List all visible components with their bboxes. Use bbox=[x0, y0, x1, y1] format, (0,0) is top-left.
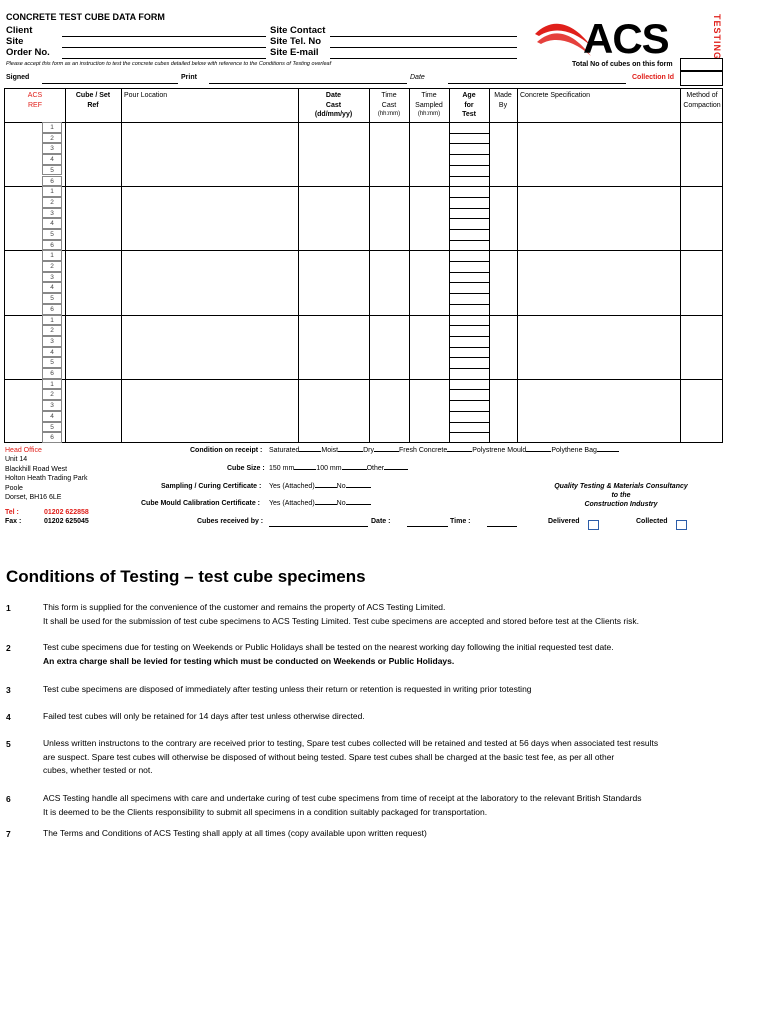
moist-blank[interactable] bbox=[338, 451, 363, 452]
received-by-field[interactable] bbox=[269, 526, 368, 527]
condition-number: 4 bbox=[6, 712, 11, 722]
condition-item-2: Test cube specimens due for testing on Weekends or Public Holidays shall be tested on the nearest working day following the initial requested test date. An extra charge shall be levied for testing which must be conducted on Weekends or Public Holidays. bbox=[43, 642, 614, 666]
condition-item-1: This form is supplied for the convenience of the customer and remains the property of ACS Testing Limited. It shall be used for the submission of test cube specimens to ACS Testing Limited. Test cube specimens are accepted and stored before test at the Clients risk. bbox=[43, 602, 639, 626]
cube-index: 4 bbox=[42, 218, 62, 229]
cube-index: 6 bbox=[42, 368, 62, 379]
polythene-bag-blank[interactable] bbox=[597, 451, 619, 452]
age-row-divider bbox=[449, 368, 489, 369]
site-contact-label: Site Contact bbox=[270, 25, 326, 36]
fax-number: 01202 625045 bbox=[44, 518, 89, 525]
site-email-label: Site E-mail bbox=[270, 47, 319, 58]
header-time-sampled: Time Sampled (hh:mm) bbox=[415, 92, 443, 117]
condition-item-5: Unless written instructons to the contrary are received prior to testing, Spare test cubes collected will be retained and tested at 56 days when associated test results are suspect. Spare test cubes will otherwise be disposed of without being tested. Spare test cubes shall be charged at the basic test fee, as per all other cubes, whether tested or not. bbox=[43, 738, 659, 775]
age-row-divider bbox=[449, 208, 489, 209]
age-row-divider bbox=[449, 389, 489, 390]
age-row-divider bbox=[449, 336, 489, 337]
cube-set-group[interactable] bbox=[5, 379, 722, 443]
cube-index: 4 bbox=[42, 347, 62, 358]
age-row-divider bbox=[449, 154, 489, 155]
signed-field[interactable] bbox=[42, 83, 178, 84]
tagline: Quality Testing & Materials Consultancy to the Construction Industry bbox=[554, 483, 688, 508]
cube-set-group[interactable] bbox=[5, 186, 722, 250]
head-office-label: Head Office bbox=[5, 447, 42, 454]
sampling-yes-blank[interactable] bbox=[315, 487, 337, 488]
tel-label: Tel : bbox=[5, 509, 19, 516]
total-cubes-label: Total No of cubes on this form bbox=[572, 61, 673, 68]
tel-number: 01202 622858 bbox=[44, 509, 89, 516]
received-time-label: Time : bbox=[450, 518, 471, 525]
age-row-divider bbox=[449, 261, 489, 262]
condition-number: 5 bbox=[6, 739, 11, 749]
cube-index: 5 bbox=[42, 229, 62, 240]
cube-data-table bbox=[4, 88, 723, 443]
age-row-divider bbox=[449, 240, 489, 241]
condition-number: 2 bbox=[6, 643, 11, 653]
saturated-blank[interactable] bbox=[299, 451, 321, 452]
polystrene-mould-blank[interactable] bbox=[526, 451, 551, 452]
condition-item-6: ACS Testing handle all specimens with care and undertake curing of test cube specimens from time of receipt at the laboratory to the relevant British Standards It is deemed to be the Clients responsibility to submit all specimens in a condition suitably packaged for transportation. bbox=[43, 793, 642, 817]
header-acs-ref: ACS REF bbox=[27, 92, 43, 109]
header-time-cast: Time Cast (hh:mm) bbox=[377, 92, 401, 117]
cube-index: 3 bbox=[42, 336, 62, 347]
age-row-divider bbox=[449, 304, 489, 305]
cube-index: 3 bbox=[42, 272, 62, 283]
sampling-cert-label: Sampling / Curing Certificate : bbox=[161, 483, 262, 490]
collected-label: Collected bbox=[636, 518, 668, 525]
delivered-label: Delivered bbox=[548, 518, 580, 525]
age-row-divider bbox=[449, 422, 489, 423]
sampling-no-blank[interactable] bbox=[346, 487, 371, 488]
size-other-blank[interactable] bbox=[384, 469, 408, 470]
size-100-blank[interactable] bbox=[342, 469, 367, 470]
cube-index: 3 bbox=[42, 208, 62, 219]
cube-index: 5 bbox=[42, 165, 62, 176]
cube-index: 6 bbox=[42, 176, 62, 187]
header-cube-set-ref: Cube / Set Ref bbox=[75, 92, 111, 109]
condition-item-4: Failed test cubes will only be retained for 14 days after test unless otherwise directed. bbox=[43, 711, 365, 721]
cube-index: 2 bbox=[42, 133, 62, 144]
sampling-cert-options: Yes (Attached) No bbox=[269, 482, 371, 492]
age-row-divider bbox=[449, 432, 489, 433]
header-concrete-spec: Concrete Specification bbox=[520, 92, 591, 99]
age-row-divider bbox=[449, 272, 489, 273]
client-field[interactable] bbox=[62, 36, 266, 37]
order-label: Order No. bbox=[6, 47, 50, 58]
cube-size-label: Cube Size : bbox=[227, 465, 265, 472]
cube-size-options: 150 mm 100 mm Other bbox=[269, 464, 408, 474]
condition-number: 1 bbox=[6, 603, 11, 613]
received-date-field[interactable] bbox=[407, 526, 448, 527]
age-row-divider bbox=[449, 229, 489, 230]
collected-checkbox[interactable] bbox=[676, 516, 687, 534]
received-by-label: Cubes received by : bbox=[197, 518, 264, 525]
cube-index: 4 bbox=[42, 282, 62, 293]
client-label: Client bbox=[6, 25, 33, 36]
conditions-title: Conditions of Testing – test cube specimens bbox=[6, 567, 366, 586]
condition-number: 3 bbox=[6, 685, 11, 695]
cube-index: 2 bbox=[42, 197, 62, 208]
cube-set-group[interactable] bbox=[5, 250, 722, 314]
cube-index: 5 bbox=[42, 293, 62, 304]
collection-id-box[interactable] bbox=[680, 71, 723, 86]
received-time-field[interactable] bbox=[487, 526, 517, 527]
site-field[interactable] bbox=[62, 47, 266, 48]
age-row-divider bbox=[449, 325, 489, 326]
instruction-text: Please accept this form as an instruction to test the concrete cubes detailed below with reference to the Conditions of Testing overleaf bbox=[6, 61, 332, 67]
age-row-divider bbox=[449, 357, 489, 358]
header-age-for-test: Age for Test bbox=[462, 92, 476, 118]
cube-index: 6 bbox=[42, 304, 62, 315]
total-cubes-box[interactable] bbox=[680, 58, 723, 71]
collection-id-label: Collection Id bbox=[632, 74, 674, 81]
cube-set-group[interactable] bbox=[5, 315, 722, 379]
age-row-divider bbox=[449, 133, 489, 134]
cube-index: 5 bbox=[42, 422, 62, 433]
date-field[interactable] bbox=[448, 83, 626, 84]
age-row-divider bbox=[449, 293, 489, 294]
mould-yes-blank[interactable] bbox=[315, 504, 337, 505]
order-field[interactable] bbox=[62, 58, 266, 59]
date-label: Date bbox=[410, 74, 425, 81]
fax-label: Fax : bbox=[5, 518, 22, 525]
cube-index: 2 bbox=[42, 389, 62, 400]
acs-testing-logo bbox=[533, 12, 723, 64]
site-tel-field[interactable] bbox=[330, 47, 517, 48]
print-field[interactable] bbox=[209, 83, 407, 84]
age-row-divider bbox=[449, 143, 489, 144]
cube-index: 6 bbox=[42, 240, 62, 251]
age-row-divider bbox=[449, 165, 489, 166]
cube-index: 2 bbox=[42, 325, 62, 336]
condition-number: 7 bbox=[6, 829, 11, 839]
cube-index: 1 bbox=[42, 379, 62, 390]
signed-label: Signed bbox=[6, 74, 30, 81]
header-method-compaction: Method of Compaction bbox=[683, 92, 721, 109]
age-row-divider bbox=[449, 411, 489, 412]
age-row-divider bbox=[449, 197, 489, 198]
dry-blank[interactable] bbox=[374, 451, 399, 452]
condition-label: Condition on receipt : bbox=[190, 447, 263, 454]
age-row-divider bbox=[449, 218, 489, 219]
site-email-field[interactable] bbox=[330, 58, 517, 59]
site-tel-label: Site Tel. No bbox=[270, 36, 322, 47]
age-row-divider bbox=[449, 347, 489, 348]
cube-index: 3 bbox=[42, 143, 62, 154]
print-label: Print bbox=[181, 74, 197, 81]
age-row-divider bbox=[449, 400, 489, 401]
mould-cert-options: Yes (Attached) No bbox=[269, 499, 371, 509]
form-title: CONCRETE TEST CUBE DATA FORM bbox=[6, 12, 165, 22]
fresh-concrete-blank[interactable] bbox=[447, 451, 472, 452]
cube-index: 4 bbox=[42, 154, 62, 165]
header-date-cast: Date Cast (dd/mm/yy) bbox=[314, 92, 353, 118]
age-row-divider bbox=[449, 282, 489, 283]
cube-index: 3 bbox=[42, 400, 62, 411]
size-150-blank[interactable] bbox=[294, 469, 316, 470]
cube-index: 1 bbox=[42, 315, 62, 326]
age-row-divider bbox=[449, 176, 489, 177]
mould-cert-label: Cube Mould Calibration Certificate : bbox=[141, 500, 261, 507]
logo-side-text: TESTING bbox=[712, 14, 722, 61]
cube-index: 4 bbox=[42, 411, 62, 422]
header-pour-location: Pour Location bbox=[124, 92, 168, 99]
condition-options: Saturated Moist Dry Fresh Concrete Polystrene Mould Polythene Bag bbox=[269, 446, 619, 456]
cube-set-group[interactable] bbox=[5, 122, 722, 186]
cube-index: 1 bbox=[42, 186, 62, 197]
logo-text: ACS bbox=[583, 15, 669, 62]
mould-no-blank[interactable] bbox=[346, 504, 371, 505]
cube-index: 5 bbox=[42, 357, 62, 368]
cube-index: 6 bbox=[42, 432, 62, 443]
condition-number: 6 bbox=[6, 794, 11, 804]
cube-index: 2 bbox=[42, 261, 62, 272]
condition-item-3: Test cube specimens are disposed of immediately after testing unless their return or retention is requested in writing prior totesting bbox=[43, 684, 532, 694]
header-made-by: Made By bbox=[494, 92, 512, 109]
received-date-label: Date : bbox=[371, 518, 391, 525]
site-label: Site bbox=[6, 36, 24, 47]
condition-item-7: The Terms and Conditions of ACS Testing shall apply at all times (copy available upon written request) bbox=[43, 828, 427, 838]
cube-index: 1 bbox=[42, 122, 62, 133]
site-contact-field[interactable] bbox=[330, 36, 517, 37]
cube-index: 1 bbox=[42, 250, 62, 261]
address-block: Unit 14 Blackhill Road West Holton Heath Trading Park Poole Dorset, BH16 6LE bbox=[5, 456, 88, 501]
delivered-checkbox[interactable] bbox=[588, 516, 599, 534]
